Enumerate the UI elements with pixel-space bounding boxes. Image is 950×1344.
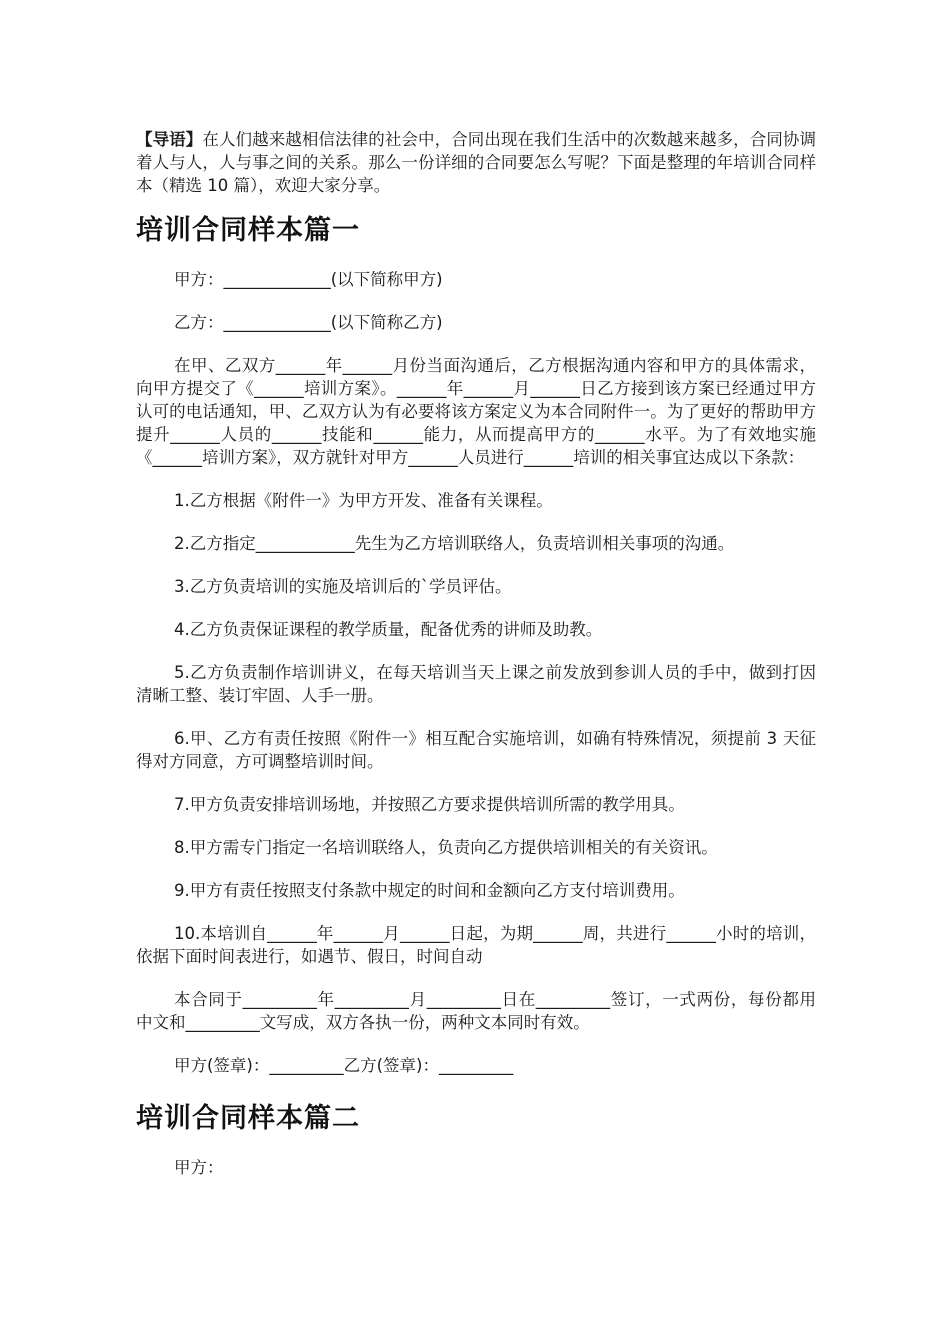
clause-2: 2.乙方指定____________先生为乙方培训联络人，负责培训相关事项的沟通。	[174, 534, 735, 553]
intro-paragraph	[136, 128, 816, 197]
clause-3: 3.乙方负责培训的实施及培训后的`学员评估。	[174, 577, 512, 596]
party-b-line: 乙方：_____________(以下简称乙方)	[174, 313, 443, 332]
party-a-line: 甲方：_____________(以下简称甲方)	[174, 270, 443, 289]
clause-5: 5.乙方负责制作培训讲义，在每天培训当天上课之前发放到参训人员的手中，做到打因清晰工整、装订牢固、人手一册。	[136, 663, 816, 705]
section-title-1: 培训合同样本篇一	[136, 215, 360, 246]
signature-line: 甲方(签章)：_________乙方(签章)：_________	[174, 1056, 514, 1075]
clause-4: 4.乙方负责保证课程的教学质量，配备优秀的讲师及助教。	[174, 620, 603, 639]
clause-1: 1.乙方根据《附件一》为甲方开发、准备有关课程。	[174, 491, 553, 510]
preamble-paragraph: 在甲、乙双方______年______月份当面沟通后，乙方根据沟通内容和甲方的具体需求，向甲方提交了《______培训方案》。______年______月______日乙方接到该方案已经通过甲方认可的电话通知，甲、乙双方认为有必要将该方案定义为本合同附件一。为了更好的帮助甲方提升______人员的______技能和______能力，从而提高甲方的______水平。为了有效地实施《______培训方案》，双方就针对甲方______人员进行______培训的相关事宜达成以下条款：	[136, 356, 816, 467]
clause-7: 7.甲方负责安排培训场地，并按照乙方要求提供培训所需的教学用具。	[174, 795, 685, 814]
clause-9: 9.甲方有责任按照支付条款中规定的时间和金额向乙方支付培训费用。	[174, 881, 685, 900]
clause-6: 6.甲、乙方有责任按照《附件一》相互配合实施培训，如确有特殊情况，须提前 3 天征得对方同意，方可调整培训时间。	[136, 729, 816, 771]
document-page	[136, 128, 816, 1179]
section2-party-a-line: 甲方：	[174, 1158, 224, 1177]
clause-10: 10.本培训自______年______月______日起，为期______周，共进行______小时的培训，依据下面时间表进行，如遇节、假日，时间自动	[136, 924, 816, 966]
section-title-2: 培训合同样本篇二	[136, 1103, 360, 1134]
intro-text: 在人们越来越相信法律的社会中，合同出现在我们生活中的次数越来越多，合同协调着人与人，人与事之间的关系。那么一份详细的合同要怎么写呢？下面是整理的年培训合同样本（精选 10 篇），欢迎大家分享。	[136, 130, 817, 195]
intro-tag: 【导语】	[136, 130, 203, 149]
clause-8: 8.甲方需专门指定一名培训联络人，负责向乙方提供培训相关的有关资讯。	[174, 838, 718, 857]
signing-paragraph: 本合同于_________年_________月_________日在_________签订，一式两份，每份都用中文和_________文写成，双方各执一份，两种文本同时有效。	[136, 990, 816, 1032]
